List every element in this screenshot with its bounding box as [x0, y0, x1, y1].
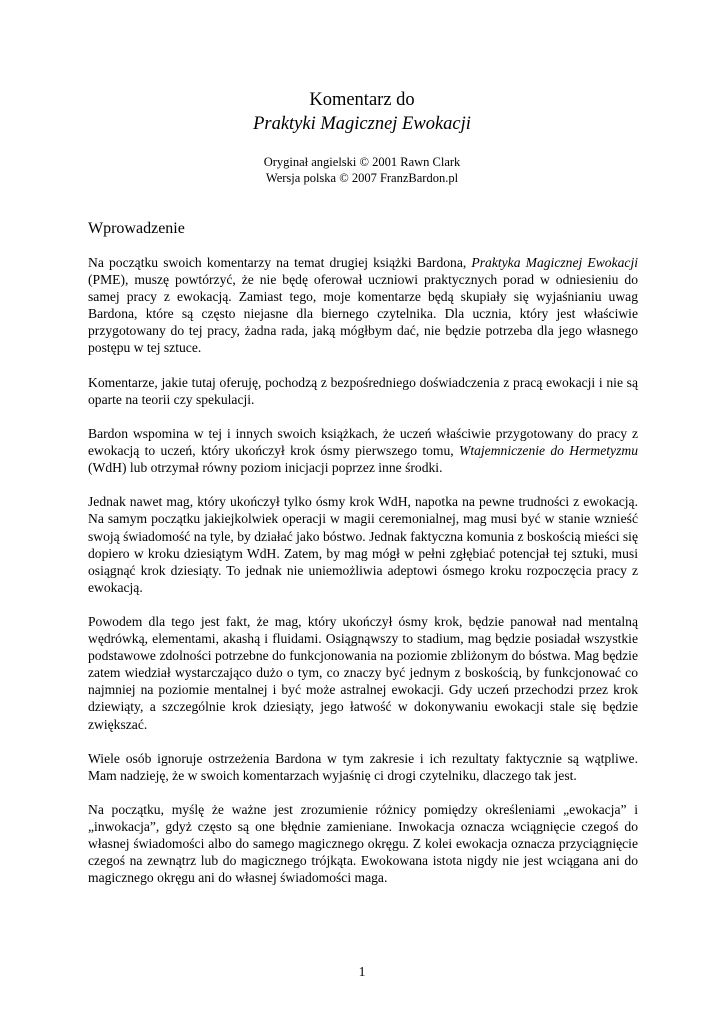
- page-number: 1: [358, 964, 366, 979]
- body-text: [88, 254, 638, 904]
- paragraph-3: Bardon wspomina w tej i innych swoich książkach, że uczeń właściwie przygotowany do pracy z ewokacją to uczeń, który ukończył krok ósmy pierwszego tomu, Wtajemniczenie do Hermetyzmu (WdH) lub otrzymał równy poziom inicjacji poprzez inne środki.: [88, 425, 638, 476]
- credits: [0, 154, 724, 186]
- paragraph-4: Jednak nawet mag, który ukończył tylko ósmy krok WdH, napotka na pewne trudności z ewokacją. Na samym początku jakiejkolwiek operacji w magii ceremonialnej, mag musi być w stanie wznieść swoją świadomość na tyle, by działać jako bóstwo. Jednak faktyczna komunia z boskością mieści się dopiero w kroku dziesiątym WdH. Zatem, by mag mógł w pełni zgłębiać potencjał tej sztuki, musi osiągnąć krok dziesiąty. To jednak nie uniemożliwia adeptowi ósmego kroku rozpoczęcia pracy z ewokacją.: [88, 494, 638, 595]
- paragraph-6: Wiele osób ignoruje ostrzeżenia Bardona w tym zakresie i ich rezultaty faktycznie są wątpliwe. Mam nadzieję, że w swoich komentarzach wyjaśnię ci drogi czytelniku, dlaczego tak jest.: [88, 750, 638, 783]
- original-credit: Oryginał angielski © 2001 Rawn Clark: [263, 155, 461, 169]
- polish-credit: Wersja polska © 2007 FranzBardon.pl: [265, 171, 459, 185]
- document-title: Komentarz do: [309, 90, 415, 110]
- book-title: Praktyka Magicznej Ewokacji: [471, 255, 638, 270]
- title-block: [0, 88, 724, 136]
- paragraph-7: Na początku, myślę że ważne jest zrozumienie różnicy pomiędzy określeniami „ewokacja” i „inwokacja”, gdyż często są one błędnie zamieniane. Inwokacja oznacza wciągnięcie czegoś do własnej świadomości albo do samego magicznego okręgu. Z kolei ewokacja oznacza przyciągnięcie czegoś na zewnątrz lub do magicznego trójkąta. Ewokowana istota nigdy nie jest wciągana ani do magicznego okręgu ani do własnej świadomości maga.: [88, 802, 638, 886]
- paragraph-2: Komentarze, jakie tutaj oferuję, pochodzą z bezpośredniego doświadczenia z pracą ewokacji i nie są oparte na teorii czy spekulacji.: [88, 374, 638, 407]
- document-subtitle: Praktyki Magicznej Ewokacji: [253, 114, 471, 134]
- paragraph-1: Na początku swoich komentarzy na temat drugiej książki Bardona, Praktyka Magicznej Ewokacji (PME), muszę powtórzyć, że nie będę oferował uczniowi praktycznych porad w odniesieniu do samej pracy z ewokacją. Zamiast tego, moje komentarze będą skupiały się wyjaśnianiu uwag Bardona, które są często niejasne dla biernego czytelnika. Dla ucznia, który jest właściwie przygotowany do tej pracy, żadna rada, jaką mógłbym dać, nie będzie potrzeba dla jego własnego postępu w tej sztuce.: [88, 255, 638, 356]
- section-heading: Wprowadzenie: [88, 220, 185, 237]
- book-title: Wtajemniczenie do Hermetyzmu: [459, 443, 638, 459]
- paragraph-5: Powodem dla tego jest fakt, że mag, który ukończył ósmy krok, będzie panował nad mentalną wędrówką, elementami, akashą i fluidami. Osiągnąwszy to stadium, mag będzie posiadał wszystkie podstawowe zdolności potrzebne do funkcjonowania na poziomie zbliżonym do bóstwa. Mag będzie zatem wiedział wystarczająco dużo o tym, co znaczy być jednym z boskością, by funkcjonować co najmniej na poziomie mentalnej i być może astralnej ewokacji. Gdy uczeń przechodzi przez krok dziewiąty, a szczególnie krok dziesiąty, jego łatwość w dokonywaniu ewokacji stale się będzie zwiększać.: [88, 613, 638, 732]
